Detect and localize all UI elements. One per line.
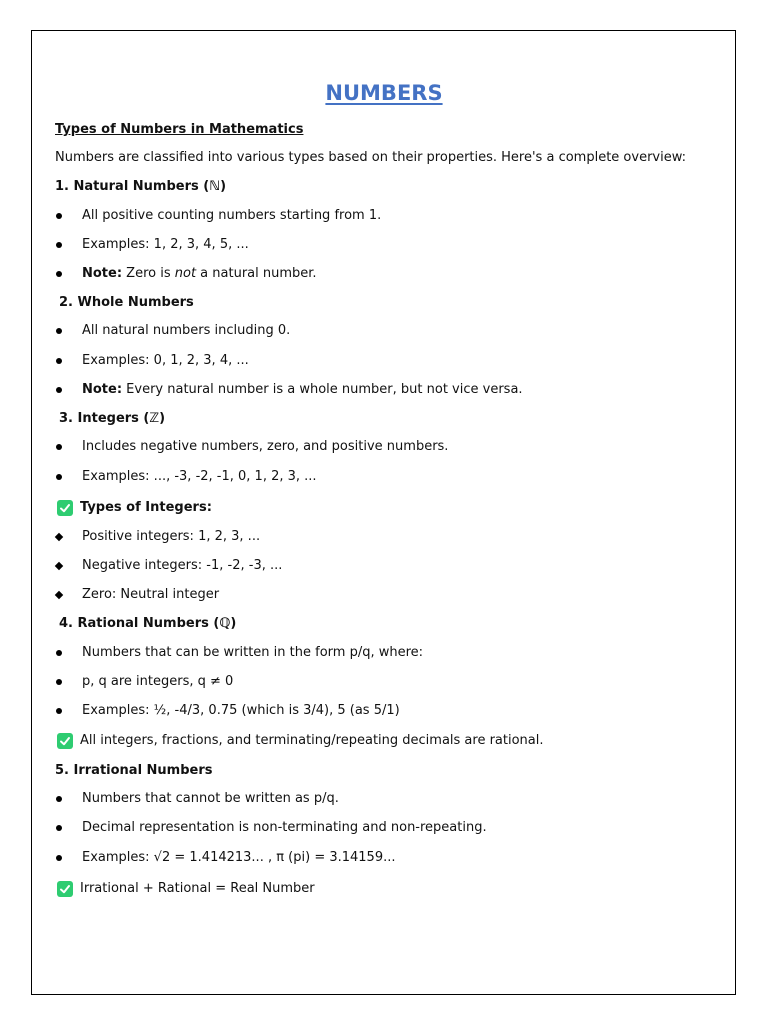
list-item: All natural numbers including 0. <box>82 323 291 338</box>
types-of-integers-label: Types of Integers: <box>80 500 212 515</box>
list-item: Examples: 1, 2, 3, 4, 5, ... <box>82 237 249 252</box>
bullet-dot-icon <box>55 438 63 456</box>
list-item: Negative integers: -1, -2, -3, ... <box>82 558 283 573</box>
bullet-dot-icon <box>55 265 63 283</box>
document-title: NUMBERS <box>325 81 443 105</box>
check-box-icon <box>57 733 73 749</box>
list-item: Examples: ½, -4/3, 0.75 (which is 3/4), 5 (as 5/1) <box>82 703 400 718</box>
irrational-summary: Irrational + Rational = Real Number <box>80 881 315 896</box>
list-item: Examples: √2 = 1.414213... , π (pi) = 3.14159... <box>82 850 396 865</box>
bullet-dot-icon <box>55 236 63 254</box>
list-item: All positive counting numbers starting from 1. <box>82 208 382 223</box>
subtitle: Types of Numbers in Mathematics <box>55 122 304 137</box>
diamond-bullet-icon <box>55 528 63 546</box>
list-item: Includes negative numbers, zero, and positive numbers. <box>82 439 449 454</box>
intro-text: Numbers are classified into various types based on their properties. Here's a complete overview: <box>55 150 687 165</box>
list-item: Numbers that can be written in the form p/q, where: <box>82 645 424 660</box>
list-item: Decimal representation is non-terminating and non-repeating. <box>82 820 487 835</box>
list-item: Note: Zero is not a natural number. <box>82 266 317 281</box>
list-item: Positive integers: 1, 2, 3, ... <box>82 529 261 544</box>
bullet-dot-icon <box>55 352 63 370</box>
list-item: Zero: Neutral integer <box>82 587 220 602</box>
bullet-dot-icon <box>55 702 63 720</box>
bullet-dot-icon <box>55 819 63 837</box>
section-heading-natural: 1. Natural Numbers (ℕ) <box>55 179 227 194</box>
rational-summary: All integers, fractions, and terminating/repeating decimals are rational. <box>80 733 544 748</box>
bullet-dot-icon <box>55 849 63 867</box>
list-item: p, q are integers, q ≠ 0 <box>82 674 234 689</box>
list-item: Examples: ..., -3, -2, -1, 0, 1, 2, 3, ... <box>82 469 317 484</box>
diamond-bullet-icon <box>55 557 63 575</box>
section-heading-integers: 3. Integers (ℤ) <box>59 411 166 426</box>
bullet-dot-icon <box>55 468 63 486</box>
bullet-dot-icon <box>55 322 63 340</box>
section-heading-irrational: 5. Irrational Numbers <box>55 763 213 778</box>
bullet-dot-icon <box>55 673 63 691</box>
section-heading-whole: 2. Whole Numbers <box>59 295 194 310</box>
list-item: Note: Every natural number is a whole number, but not vice versa. <box>82 382 523 397</box>
list-item: Numbers that cannot be written as p/q. <box>82 791 339 806</box>
check-box-icon <box>57 500 73 516</box>
bullet-dot-icon <box>55 207 63 225</box>
section-heading-rational: 4. Rational Numbers (ℚ) <box>59 616 237 631</box>
bullet-dot-icon <box>55 381 63 399</box>
bullet-dot-icon <box>55 790 63 808</box>
list-item: Examples: 0, 1, 2, 3, 4, ... <box>82 353 249 368</box>
check-box-icon <box>57 881 73 897</box>
diamond-bullet-icon <box>55 586 63 604</box>
bullet-dot-icon <box>55 644 63 662</box>
